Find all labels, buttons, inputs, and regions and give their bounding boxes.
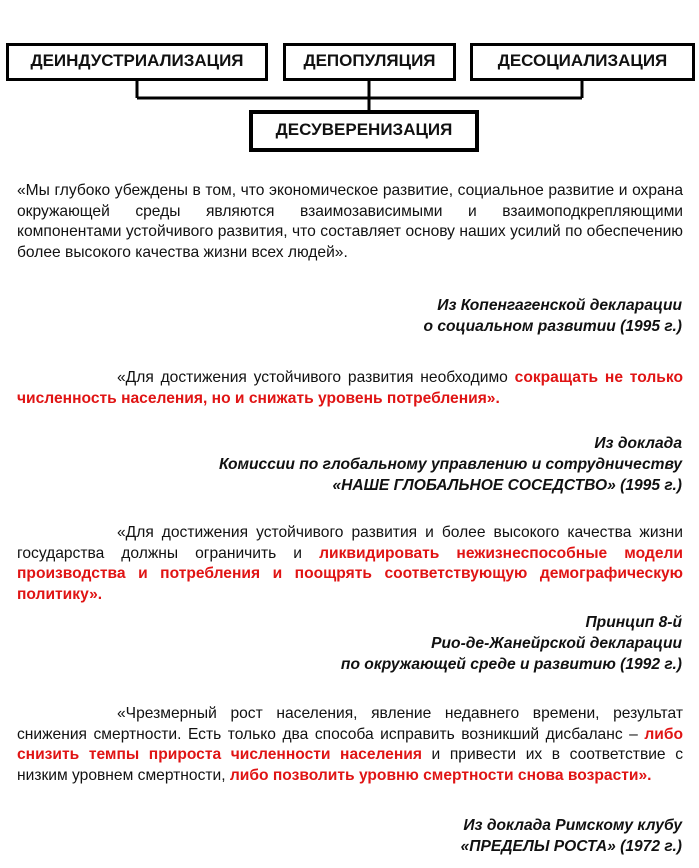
source-global-neighbourhood (162, 433, 682, 496)
quote-text: «Для достижения устойчивого развития необходимо (117, 369, 515, 386)
depopulation-box: ДЕПОПУЛЯЦИЯ (283, 43, 456, 81)
desovereignization-box: ДЕСУВЕРЕНИЗАЦИЯ (249, 110, 479, 152)
quote-limits-to-growth (17, 704, 683, 786)
source-line: Комиссии по глобальному управлению и сотрудничеству (218, 456, 682, 473)
quote-highlight: сокращать не только численность населения, но и снижать уровень потребления». (17, 369, 683, 407)
source-line: Принцип 8-й (585, 614, 682, 631)
source-line: о социальном развитии (1995 г.) (423, 318, 682, 335)
quote-rio-declaration (17, 523, 683, 605)
source-rio-declaration (162, 612, 682, 675)
quote-text: «Чрезмерный рост населения, явление недавнего времени, результат снижения смертности. Есть только два способа исправить возникший дисбаланс – (17, 705, 683, 743)
source-line: «НАШЕ ГЛОБАЛЬНОЕ СОСЕДСТВО» (1995 г.) (332, 477, 682, 494)
quote-text: «Для достижения устойчивого развития и более высокого качества жизни государства должны ограничить и (17, 524, 683, 562)
source-line: Из Копенгагенской декларации (437, 297, 682, 314)
source-copenhagen (162, 295, 682, 337)
deindustrialization-box: ДЕИНДУСТРИАЛИЗАЦИЯ (6, 43, 268, 81)
source-limits-to-growth (162, 815, 682, 857)
source-line: Из доклада (594, 435, 682, 452)
quote-highlight: либо снизить темпы прироста численности населения (17, 725, 683, 763)
quote-global-neighbourhood (17, 368, 683, 409)
quote-copenhagen (17, 181, 683, 263)
source-line: «ПРЕДЕЛЫ РОСТА» (1972 г.) (460, 838, 682, 855)
source-line: Рио-де-Жанейрской декларации (431, 635, 682, 652)
quote-text: и привести их в соответствие с низким уровнем смертности, (17, 746, 683, 784)
desocialization-box: ДЕСОЦИАЛИЗАЦИЯ (470, 43, 695, 81)
quote-text: «Мы глубоко убеждены в том, что экономическое развитие, социальное развитие и охрана окружающей среды являются взаимозависимыми и взаимоподкрепляющими компонентами устойчивого развития, что составляет основу наших усилий по обеспечению более высокого качества жизни всех людей». (17, 182, 683, 261)
source-line: Из доклада Римскому клубу (463, 817, 682, 834)
source-line: по окружающей среде и развитию (1992 г.) (340, 656, 682, 673)
quote-highlight: ликвидировать нежизнеспособные модели производства и потребления и поощрять соответствующую демографическую политику». (17, 544, 683, 603)
quote-highlight: либо позволить уровню смертности снова возрасти». (229, 766, 652, 784)
